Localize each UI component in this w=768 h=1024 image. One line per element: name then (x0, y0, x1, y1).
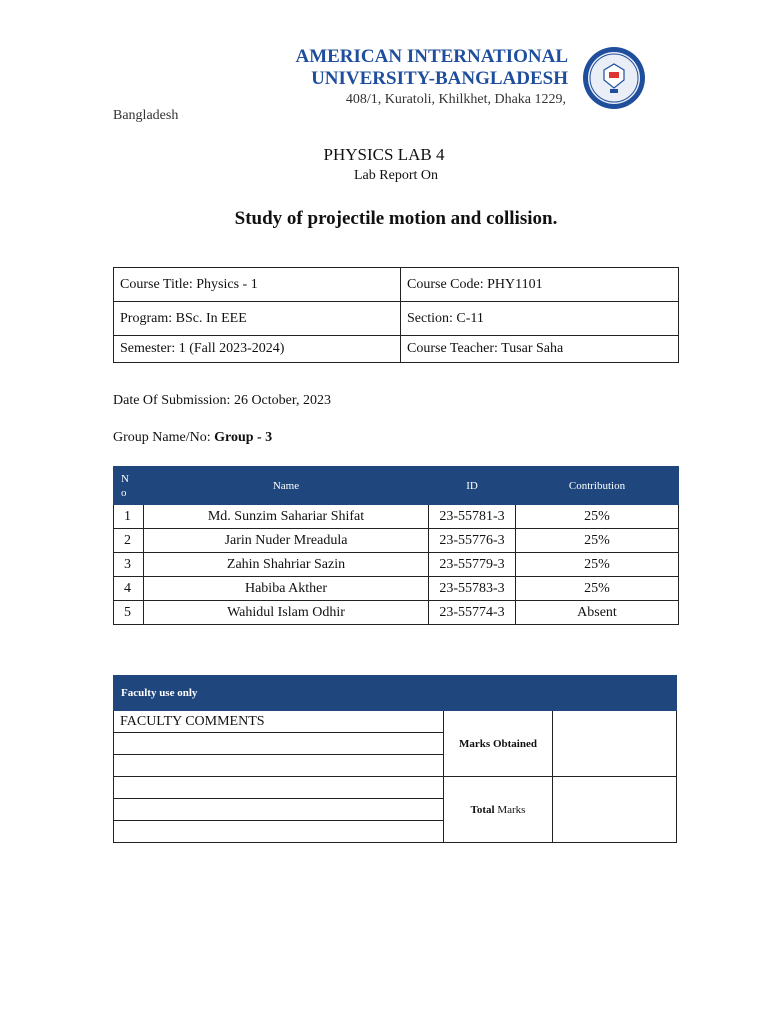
faculty-row (114, 711, 677, 733)
row-id: 23-55776-3 (429, 529, 516, 553)
lab-subtitle: Lab Report On (354, 168, 438, 183)
faculty-comment-line[interactable] (114, 821, 444, 843)
group-value: Group - 3 (214, 430, 273, 445)
row-name: Wahidul Islam Odhir (144, 601, 429, 625)
row-id: 23-55779-3 (429, 553, 516, 577)
submission-date: Date Of Submission: 26 October, 2023 (113, 393, 331, 408)
faculty-comments-label: FACULTY COMMENTS (114, 711, 444, 733)
row-id: 23-55774-3 (429, 601, 516, 625)
row-contribution: 25% (516, 553, 679, 577)
total-marks-value[interactable] (553, 777, 677, 843)
faculty-comment-line[interactable] (114, 755, 444, 777)
faculty-comment-line[interactable] (114, 799, 444, 821)
table-row (114, 601, 679, 625)
header-no (114, 467, 144, 505)
marks-obtained-text: Marks Obtained (459, 737, 537, 750)
course-code: Course Code: PHY1101 (401, 268, 679, 302)
row-no: 1 (114, 505, 144, 529)
university-address: 408/1, Kuratoli, Khilkhet, Dhaka 1229, (345, 92, 566, 107)
table-row (114, 505, 679, 529)
group-label: Group Name/No: (113, 430, 215, 445)
row-name: Jarin Nuder Mreadula (144, 529, 429, 553)
course-info-row (114, 336, 679, 363)
total-marks-label (444, 777, 553, 843)
row-contribution: Absent (516, 601, 679, 625)
lab-title: PHYSICS LAB 4 (323, 145, 445, 164)
university-name-line1: AMERICAN INTERNATIONAL (295, 46, 568, 67)
university-country: Bangladesh (113, 108, 179, 123)
faculty-comment-line[interactable] (114, 777, 444, 799)
row-no: 2 (114, 529, 144, 553)
faculty-header-blank (444, 676, 677, 711)
header-id: ID (429, 467, 516, 505)
row-no: 4 (114, 577, 144, 601)
course-info-row (114, 268, 679, 302)
row-id: 23-55783-3 (429, 577, 516, 601)
university-name-line2: UNIVERSITY-BANGLADESH (311, 68, 568, 89)
row-no: 5 (114, 601, 144, 625)
marks-obtained-value[interactable] (553, 711, 677, 777)
marks-obtained-label (444, 711, 553, 777)
semester: Semester: 1 (Fall 2023-2024) (114, 336, 401, 363)
section: Section: C-11 (401, 302, 679, 336)
row-name: Habiba Akther (144, 577, 429, 601)
row-name: Md. Sunzim Sahariar Shifat (144, 505, 429, 529)
members-table (113, 466, 679, 625)
table-row (114, 553, 679, 577)
header-name: Name (144, 467, 429, 505)
course-info-table (113, 267, 679, 363)
course-info-row (114, 302, 679, 336)
row-no: 3 (114, 553, 144, 577)
faculty-comment-line[interactable] (114, 733, 444, 755)
row-contribution: 25% (516, 577, 679, 601)
row-contribution: 25% (516, 529, 679, 553)
header-contribution: Contribution (516, 467, 679, 505)
university-seal-icon (582, 44, 646, 112)
university-name (295, 46, 568, 90)
total-marks-text: Marks (494, 803, 526, 816)
table-row (114, 529, 679, 553)
faculty-use-table (113, 675, 677, 843)
faculty-row (114, 777, 677, 799)
header-no-line2: o (121, 486, 127, 499)
members-header-row (114, 467, 679, 505)
row-name: Zahin Shahriar Sazin (144, 553, 429, 577)
course-teacher: Course Teacher: Tusar Saha (401, 336, 679, 363)
faculty-header-row (114, 676, 677, 711)
faculty-use-header: Faculty use only (114, 676, 444, 711)
row-contribution: 25% (516, 505, 679, 529)
group-line (113, 430, 272, 446)
table-row (114, 577, 679, 601)
row-id: 23-55781-3 (429, 505, 516, 529)
experiment-title: Study of projectile motion and collision. (234, 208, 558, 229)
course-title: Course Title: Physics - 1 (114, 268, 401, 302)
header-no-line1: N (121, 472, 129, 485)
program: Program: BSc. In EEE (114, 302, 401, 336)
total-bold-text: Total (470, 803, 495, 816)
